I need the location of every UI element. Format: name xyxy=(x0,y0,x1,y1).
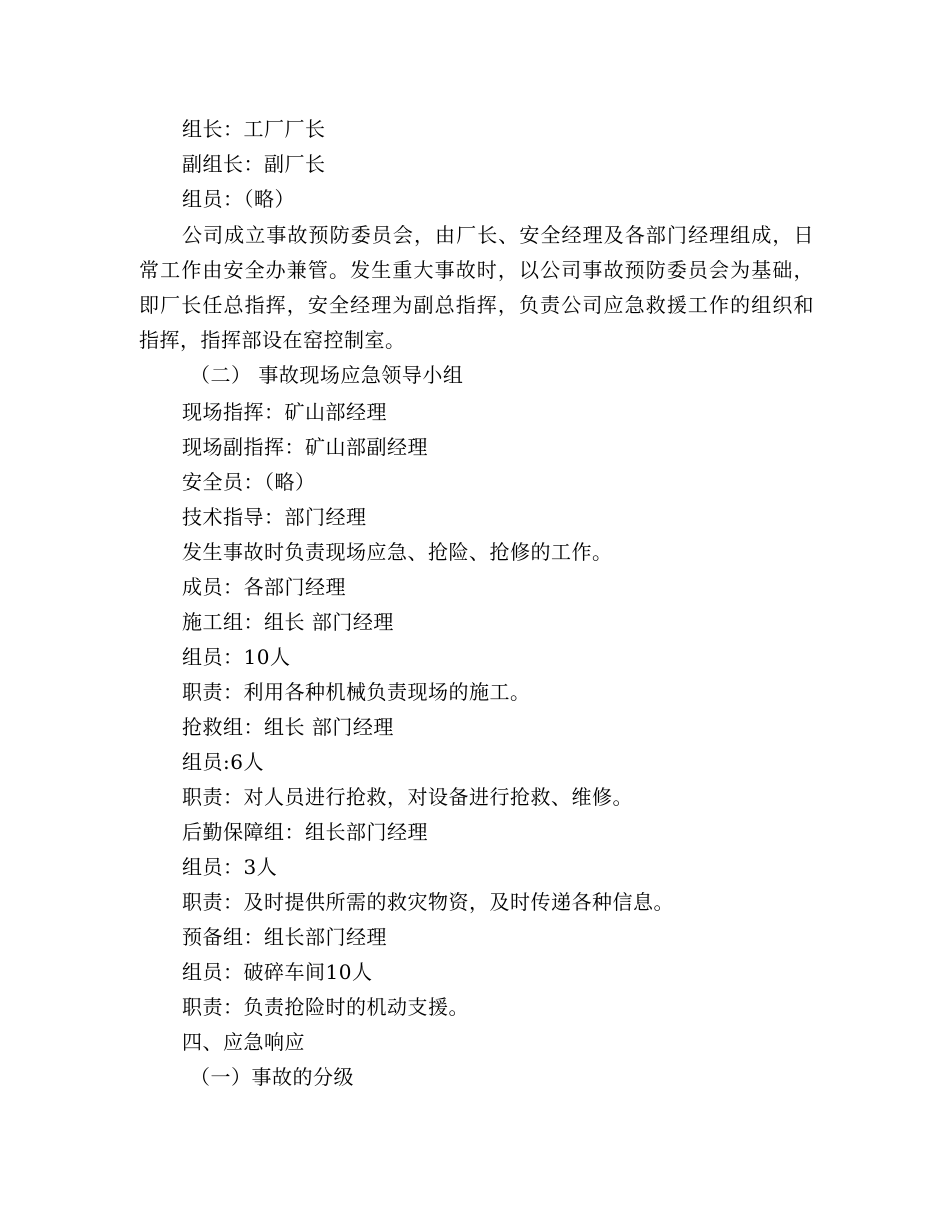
paragraph-committee: 公司成立事故预防委员会，由厂长、安全经理及各部门经理组成，日常工作由安全办兼管。发生重大事故时，以公司事故预防委员会为基础，即厂长任总指挥，安全经理为副总指挥，负责公司应急救援工作的组织和指挥，指挥部设在窑控制室。 xyxy=(139,223,814,352)
text-line: 组长：工厂厂长 xyxy=(182,117,326,141)
text-line: 施工组：组长 部门经理 xyxy=(182,610,394,634)
text-line: 现场指挥：矿山部经理 xyxy=(182,400,387,424)
text-line: 组员：（略） xyxy=(182,187,295,211)
text-line: 技术指导：部门经理 xyxy=(182,505,367,529)
text-line: 副组长：副厂长 xyxy=(182,152,326,176)
text-line: 后勤保障组：组长部门经理 xyxy=(182,820,428,844)
text-line: 发生事故时负责现场应急、抢险、抢修的工作。 xyxy=(182,540,613,564)
text-line: 抢救组：组长 部门经理 xyxy=(182,715,394,739)
text-line: 组员：10人 xyxy=(182,645,291,669)
text-line: 职责：负责抢险时的机动支援。 xyxy=(182,995,469,1019)
text-line: 组员：破碎车间10人 xyxy=(182,960,373,984)
section-heading: （二） 事故现场应急领导小组 xyxy=(190,363,464,387)
text-line: 组员:6人 xyxy=(182,750,264,774)
text-line: 预备组：组长部门经理 xyxy=(182,925,387,949)
section-heading: 四、应急响应 xyxy=(182,1030,305,1054)
text-line: 职责：对人员进行抢救，对设备进行抢救、维修。 xyxy=(182,785,633,809)
text-line: 安全员：（略） xyxy=(182,470,316,494)
text-line: 成员：各部门经理 xyxy=(182,575,346,599)
text-line: 职责：及时提供所需的救灾物资，及时传递各种信息。 xyxy=(182,890,674,914)
text-line: 现场副指挥：矿山部副经理 xyxy=(182,435,428,459)
text-line: 职责：利用各种机械负责现场的施工。 xyxy=(182,680,531,704)
text-line: 组员：3人 xyxy=(182,855,278,879)
subsection-heading: （一）事故的分级 xyxy=(190,1065,354,1089)
